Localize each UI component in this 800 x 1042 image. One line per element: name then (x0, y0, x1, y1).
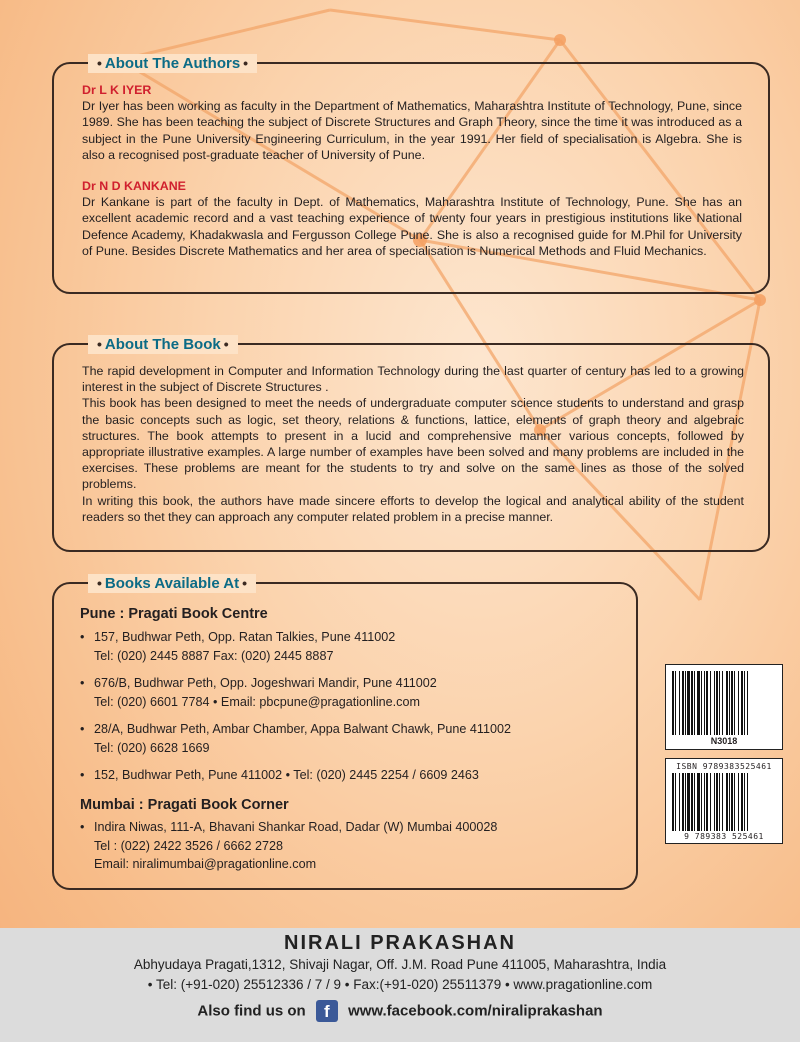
author-name: Dr L K IYER (82, 83, 152, 97)
barcode-bar (704, 773, 705, 831)
barcode-bar (697, 773, 700, 831)
books-available-title: • Books Available At • (88, 574, 256, 593)
barcode-bar (687, 671, 690, 735)
book-description (82, 363, 744, 525)
barcode-bar (675, 671, 676, 735)
mumbai-store-title: Mumbai : Pragati Book Corner (80, 797, 289, 813)
author-bio: Dr Kankane is part of the faculty in Dept. of Mathematics, Maharashtra Institute of Technology, Pune. She has an excellent academic record and a vast teaching experience of twenty four years in prestigious institutions like National Defence Academy, Khadakwasla and Fergusson College Pune. She is also a recognised guide for M.Phil for University of Pune. Besides Discrete Mathematics and her area of specialisation is Numerical Methods and Fluid Mechanics. (82, 195, 742, 258)
barcode-bar (731, 773, 733, 831)
isbn-digits: 9 789383 525461 (684, 832, 764, 841)
barcode-bar (704, 671, 705, 735)
barcode-bar (714, 773, 715, 831)
barcode-bar (710, 671, 711, 735)
barcode-bar (719, 671, 720, 735)
barcode-bar (682, 671, 684, 735)
about-book-panel (52, 336, 770, 552)
barcode-bars (671, 671, 777, 735)
pune-address-3: • 28/A, Budhwar Peth, Ambar Chamber, Appa Balwant Chawk, Pune 411002 Tel: (020) 6628 1669 (80, 722, 512, 755)
barcode-bar (716, 671, 718, 735)
pune-address-1: • 157, Budhwar Peth, Opp. Ratan Talkies, Pune 411002 Tel: (020) 2445 8887 Fax: (020) 2445 8887 (80, 630, 396, 663)
barcode-bar (675, 773, 676, 831)
facebook-icon: f (316, 1000, 338, 1022)
barcode-bar (701, 773, 702, 831)
barcode-bar (719, 773, 720, 831)
barcode-bar (687, 773, 690, 831)
isbn-barcode-bars (671, 773, 777, 831)
publisher-address: Abhyudaya Pragati,1312, Shivaji Nagar, Off. J.M. Road Pune 411005, Maharashtra, India (133, 957, 667, 972)
about-authors-panel (52, 55, 770, 294)
barcode-bar (738, 671, 739, 735)
barcode-bar (685, 773, 686, 831)
barcode-bar (672, 671, 674, 735)
barcode-bar (697, 671, 700, 735)
isbn-label: ISBN 9789383525461 (676, 762, 772, 771)
pune-address-2: • 676/B, Budhwar Peth, Opp. Jogeshwari Mandir, Pune 411002 Tel: (020) 6601 7784 • Email: pbcpune@pragationline.com (80, 676, 437, 709)
mumbai-address: • Indira Niwas, 111-A, Bhavani Shankar Road, Dadar (W) Mumbai 400028 Tel : (022) 2422 3526 / 6662 2728 Email: niralimumbai@pragationline.com (80, 820, 498, 871)
about-authors-title: • About The Authors • (88, 54, 257, 73)
barcode-bar (747, 773, 748, 831)
barcode-bar (701, 671, 702, 735)
barcode-bar (694, 773, 695, 831)
pune-address-4: • 152, Budhwar Peth, Pune 411002 • Tel: (020) 2445 2254 / 6609 2463 (80, 768, 479, 782)
barcode-bar (741, 773, 743, 831)
barcode-bar (729, 671, 730, 735)
barcode-bar (734, 773, 735, 831)
barcode-bar (710, 773, 711, 831)
author-name: Dr N D KANKANE (82, 179, 186, 193)
barcode-bar (672, 773, 674, 831)
barcode-bar (722, 773, 723, 831)
about-book-title: • About The Book • (88, 335, 238, 354)
barcode-bar (679, 671, 680, 735)
barcode-bar (738, 773, 739, 831)
author-iyer (82, 82, 742, 163)
isbn-barcode (665, 758, 783, 844)
barcode-bar (691, 773, 693, 831)
book-paragraph: The rapid development in Computer and Information Technology during the last quarter of century has led to a growing interest in the subject of Discrete Structures . (82, 364, 744, 395)
barcode-bar (729, 773, 730, 831)
barcode-bar (747, 671, 748, 735)
barcode-bar (714, 671, 715, 735)
barcode-bar (706, 773, 708, 831)
publisher-footer (0, 928, 800, 1042)
facebook-link[interactable]: www.facebook.com/niraliprakashan (348, 1002, 603, 1020)
facebook-row (0, 1000, 800, 1022)
barcode-bar (685, 671, 686, 735)
publisher-name: NIRALI PRAKASHAN (284, 932, 516, 954)
barcode-bar (726, 671, 728, 735)
barcode-code: N3018 (710, 736, 738, 746)
barcode-bar (716, 773, 718, 831)
barcode-bar (694, 671, 695, 735)
find-us-text: Also find us on (197, 1002, 306, 1020)
barcode-bar (706, 671, 708, 735)
barcode-bar (741, 671, 743, 735)
barcode-bar (731, 671, 733, 735)
author-kankane (82, 178, 742, 259)
publisher-contact: • Tel: (+91-020) 25512336 / 7 / 9 • Fax:(+91-020) 25511379 • www.pragationline.com (147, 977, 653, 992)
barcode-bar (744, 671, 745, 735)
barcode-bar (682, 773, 684, 831)
barcode-bar (734, 671, 735, 735)
pune-store-title: Pune : Pragati Book Centre (80, 606, 268, 622)
barcode-bar (722, 671, 723, 735)
book-paragraph: In writing this book, the authors have made sincere efforts to develop the logical and analytical ability of the student readers so thet they can approach any computer related problem in a precise manner. (82, 493, 744, 524)
barcode-bar (679, 773, 680, 831)
book-paragraph: This book has been designed to meet the needs of undergraduate computer science students to understand and grasp the basic concepts such as logic, set theory, relations & functions, lattice, elements of graph theory and algebraic structures. The book attempts to present in a lucid and comprehensive manner various concepts, followed by appropriate illustrative examples. A large number of examples have been solved and many problems are included in the exercises. These problems are meant for the students to try and solve on the same lines as those of the solved problems. (82, 396, 744, 492)
books-available-panel (52, 575, 638, 890)
barcode-bar (691, 671, 693, 735)
barcode-bar (744, 773, 745, 831)
product-barcode (665, 664, 783, 750)
barcode-bar (726, 773, 728, 831)
author-bio: Dr Iyer has been working as faculty in the Department of Mathematics, Maharashtra Institute of Technology, Pune, since 1989. She has been teaching the subject of Discrete Structures and Graph Theory, since the time it was introduced as a subject in the Pune University Engineering Curriculum, in the year 1991. Her field of specialisation is Algebra. She is also a recognised post-graduate teacher of University of Pune. (82, 99, 742, 162)
